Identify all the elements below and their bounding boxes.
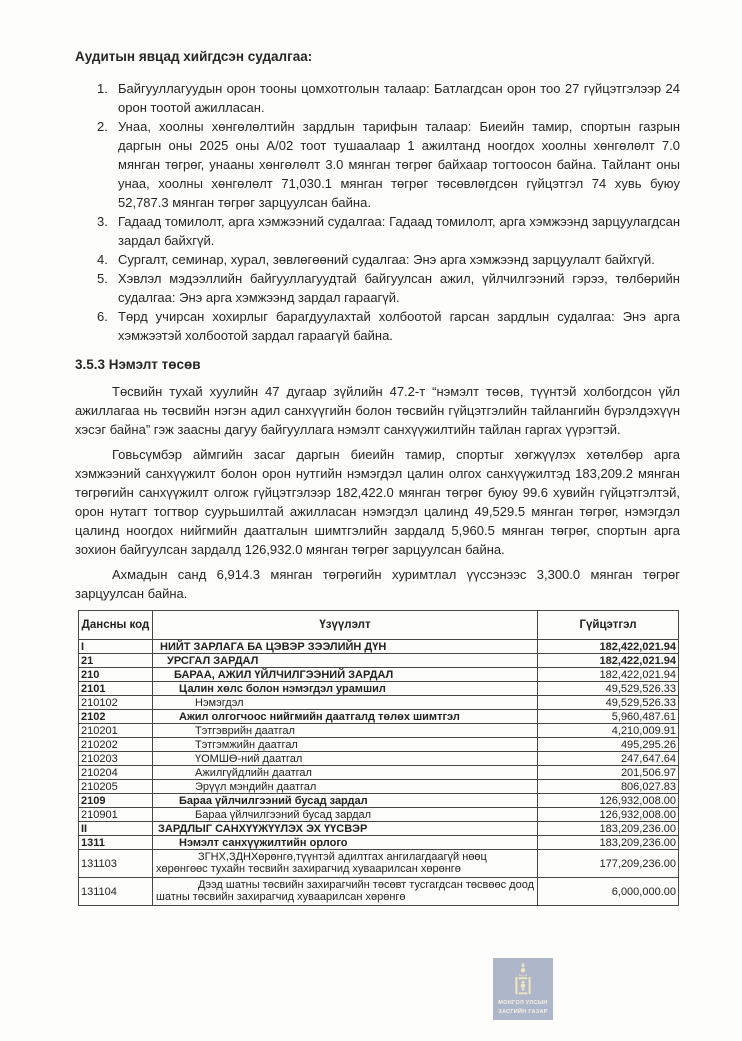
cell-account-code: 2109 bbox=[79, 794, 153, 808]
list-item bbox=[75, 250, 680, 269]
cell-account-code: 131104 bbox=[79, 878, 153, 906]
budget-table bbox=[78, 610, 679, 906]
table-header-row bbox=[79, 611, 679, 640]
cell-indicator: Ажил олгогчоос нийгмийн даатгалд төлөх шимтгэл bbox=[153, 710, 538, 724]
cell-execution-value: 4,210,009.91 bbox=[538, 724, 679, 738]
table-row bbox=[79, 808, 679, 822]
cell-account-code: 2101 bbox=[79, 682, 153, 696]
cell-account-code: 210 bbox=[79, 668, 153, 682]
list-item-text: Төрд учирсан хохирлыг барагдуулахтай холбоотой гарсан зардлын судалгаа: Энэ арга хэмжээтэй холбоотой зардал гараагүй байна. bbox=[118, 309, 680, 343]
cell-account-code: 21 bbox=[79, 654, 153, 668]
table-row bbox=[79, 668, 679, 682]
cell-account-code: 1311 bbox=[79, 836, 153, 850]
cell-execution-value: 5,960,487.61 bbox=[538, 710, 679, 724]
table-row bbox=[79, 738, 679, 752]
document-page bbox=[75, 48, 680, 906]
list-item bbox=[75, 212, 680, 250]
cell-account-code: I bbox=[79, 640, 153, 654]
cell-account-code: 210201 bbox=[79, 724, 153, 738]
cell-execution-value: 126,932,008.00 bbox=[538, 808, 679, 822]
list-item bbox=[75, 307, 680, 345]
cell-execution-value: 6,000,000.00 bbox=[538, 878, 679, 906]
cell-indicator: УРСГАЛ ЗАРДАЛ bbox=[153, 654, 538, 668]
section-heading: 3.5.3 Нэмэлт төсөв bbox=[75, 357, 201, 372]
cell-execution-value: 183,209,236.00 bbox=[538, 822, 679, 836]
table-row bbox=[79, 780, 679, 794]
paragraph: Ахмадын санд 6,914.3 мянган төгрөгийн хуримтлал үүссэнээс 3,300.0 мянган төгрөг зарцуулсан байна. bbox=[75, 567, 680, 601]
cell-account-code: 131103 bbox=[79, 850, 153, 878]
cell-indicator: ҮОМШӨ-ний даатгал bbox=[153, 752, 538, 766]
cell-execution-value: 183,209,236.00 bbox=[538, 836, 679, 850]
cell-indicator: Бараа үйлчилгээний бусад зардал bbox=[153, 794, 538, 808]
table-row bbox=[79, 878, 679, 906]
cell-indicator: Нэмэлт санхүүжилтийн орлого bbox=[153, 836, 538, 850]
cell-execution-value: 49,529,526.33 bbox=[538, 696, 679, 710]
table-row bbox=[79, 822, 679, 836]
cell-account-code: 210203 bbox=[79, 752, 153, 766]
list-item bbox=[75, 269, 680, 307]
cell-execution-value: 201,506.97 bbox=[538, 766, 679, 780]
cell-indicator: ЗГНХ,ЗДНХөрөнгө,түүнтэй адилтгах ангилагдаагүй нөөц хөрөнгөөс тухайн төсвийн захирагчид хуваарилсан хөрөнгө bbox=[153, 850, 538, 878]
cell-execution-value: 49,529,526.33 bbox=[538, 682, 679, 696]
paragraph: Говьсүмбэр аймгийн засаг даргын биеийн тамир, спортыг хөгжүүлэх хөтөлбөр арга хэмжээний санхүүжилт болон орон нутгийн нэмэгдэл цалин олгох санхүүжилтэд 183,209.2 мянган төгрөгийн санхүүжилт олгож гүйцэтгэлээр 182,422.0 мянган төгрөг буюу 99.6 хувийн гүйцэтгэлтэй, орон нутагт тогтвор суурьшилтай ажилласан нэмэгдэл цалинд 49,529.5 мянган төгрөг, нэмэгдэл цалинд ноогдох нийгмийн даатгалын шимтгэлийн зардалд 5,960.5 мянган төгрөг, спортын арга зохион байгуулсан зардалд 126,932.0 мянган төгрөг зарцуулсан байна. bbox=[75, 447, 680, 557]
list-item bbox=[75, 117, 680, 212]
list-item bbox=[75, 79, 680, 117]
cell-indicator: Тэтгэмжийн даатгал bbox=[153, 738, 538, 752]
cell-execution-value: 247,647.64 bbox=[538, 752, 679, 766]
list-item-number: 6. bbox=[97, 309, 108, 324]
cell-indicator: Нэмэгдэл bbox=[153, 696, 538, 710]
table-row bbox=[79, 794, 679, 808]
column-header-indicator: Үзүүлэлт bbox=[153, 611, 538, 640]
table-row bbox=[79, 752, 679, 766]
cell-execution-value: 126,932,008.00 bbox=[538, 794, 679, 808]
cell-indicator: Тэтгэврийн даатгал bbox=[153, 724, 538, 738]
soyombo-icon bbox=[512, 962, 534, 998]
cell-indicator: Бараа үйлчилгээний бусад зардал bbox=[153, 808, 538, 822]
column-header-execution: Гүйцэтгэл bbox=[538, 611, 679, 640]
list-item-text: Хэвлэл мэдээллийн байгууллагуудтай байгуулсан ажил, үйлчилгээний гэрээ, төлбөрийн судалгаа: Энэ арга хэмжээнд зардал гараагүй. bbox=[118, 271, 680, 305]
cell-account-code: 2102 bbox=[79, 710, 153, 724]
audit-findings-list bbox=[75, 79, 680, 345]
cell-execution-value: 806,027.83 bbox=[538, 780, 679, 794]
table-row bbox=[79, 724, 679, 738]
cell-indicator: Дээд шатны төсвийн захирагчийн төсөвт тусгагдсан төсвөөс доод шатны төсвийн захирагчид хуваарилсан хөрөнгө bbox=[153, 878, 538, 906]
list-item-number: 4. bbox=[97, 252, 108, 267]
table-row bbox=[79, 850, 679, 878]
column-header-account-code: Дансны код bbox=[79, 611, 153, 640]
cell-indicator: Цалин хөлс болон нэмэгдэл урамшил bbox=[153, 682, 538, 696]
list-item-text: Гадаад томилолт, арга хэмжээний судалгаа: Гадаад томилолт, арга хэмжээнд зарцуулагдсан зардал байхгүй. bbox=[118, 214, 680, 248]
logo-text-line2: ЗАСГИЙН ГАЗАР bbox=[498, 1009, 548, 1015]
table-row bbox=[79, 682, 679, 696]
list-item-number: 2. bbox=[97, 119, 108, 134]
table-row bbox=[79, 766, 679, 780]
list-item-number: 5. bbox=[97, 271, 108, 286]
cell-execution-value: 182,422,021.94 bbox=[538, 654, 679, 668]
page-title: Аудитын явцад хийгдсэн судалгаа: bbox=[75, 49, 313, 64]
list-item-text: Унаа, хоолны хөнгөлөлтийн зардлын тарифын талаар: Биеийн тамир, спортын газрын даргын оны 2025 оны А/02 тоот тушаалаар 1 ажилтанд ноогдох хоолны хөнгөлөлт 7.0 мянган төгрөг, унааны хөнгөлөлт 3.0 мянган төгрөг байхаар тогтоосон байна. Тайлант оны унаа, хоолны хөнгөлөлт 71,030.1 мянган төгрөг төсөвлөгдсөн гүйцэтгэл 74 хувь буюу 52,787.3 мянган төгрөг зарцуулсан байна. bbox=[118, 119, 680, 210]
cell-account-code: 210202 bbox=[79, 738, 153, 752]
cell-account-code: 210204 bbox=[79, 766, 153, 780]
logo-text-line1: МОНГОЛ УЛСЫН bbox=[498, 1000, 548, 1006]
table-row bbox=[79, 640, 679, 654]
list-item-text: Байгууллагуудын орон тооны цомхотголын талаар: Батлагдсан орон тоо 27 гүйцэтгэлээр 24 орон тоотой ажилласан. bbox=[118, 81, 680, 115]
cell-indicator: НИЙТ ЗАРЛАГА БА ЦЭВЭР ЗЭЭЛИЙН ДҮН bbox=[153, 640, 538, 654]
cell-indicator: Ажилгүйдлийн даатгал bbox=[153, 766, 538, 780]
cell-execution-value: 495,295.26 bbox=[538, 738, 679, 752]
cell-execution-value: 182,422,021.94 bbox=[538, 668, 679, 682]
table-row bbox=[79, 710, 679, 724]
list-item-text: Сургалт, семинар, хурал, зөвлөгөөний судалгаа: Энэ арга хэмжээнд зарцуулалт байхгүй. bbox=[118, 252, 655, 267]
table-row bbox=[79, 696, 679, 710]
cell-account-code: II bbox=[79, 822, 153, 836]
cell-indicator: ЗАРДЛЫГ САНХҮҮЖҮҮЛЭХ ЭХ ҮҮСВЭР bbox=[153, 822, 538, 836]
cell-account-code: 210102 bbox=[79, 696, 153, 710]
budget-table-body bbox=[79, 640, 679, 906]
cell-indicator: БАРАА, АЖИЛ ҮЙЛЧИЛГЭЭНИЙ ЗАРДАЛ bbox=[153, 668, 538, 682]
list-item-number: 3. bbox=[97, 214, 108, 229]
cell-account-code: 210901 bbox=[79, 808, 153, 822]
paragraph: Төсвийн тухай хуулийн 47 дугаар зүйлийн 47.2-т “нэмэлт төсөв, түүнтэй холбогдсон үйл ажиллагаа нь төсвийн нэгэн адил санхүүгийн болон төсвийн гүйцэтгэлийн тайлангийн бүрэлдэхүүн хэсэг байна” гэж заасны дагуу байгууллага нэмэлт санхүүжилтийн тайлан гаргах үүрэгтэй. bbox=[75, 384, 680, 437]
table-row bbox=[79, 836, 679, 850]
cell-execution-value: 182,422,021.94 bbox=[538, 640, 679, 654]
cell-execution-value: 177,209,236.00 bbox=[538, 850, 679, 878]
government-logo bbox=[493, 958, 553, 1020]
table-row bbox=[79, 654, 679, 668]
cell-indicator: Эрүүл мэндийн даатгал bbox=[153, 780, 538, 794]
list-item-number: 1. bbox=[97, 81, 108, 96]
cell-account-code: 210205 bbox=[79, 780, 153, 794]
